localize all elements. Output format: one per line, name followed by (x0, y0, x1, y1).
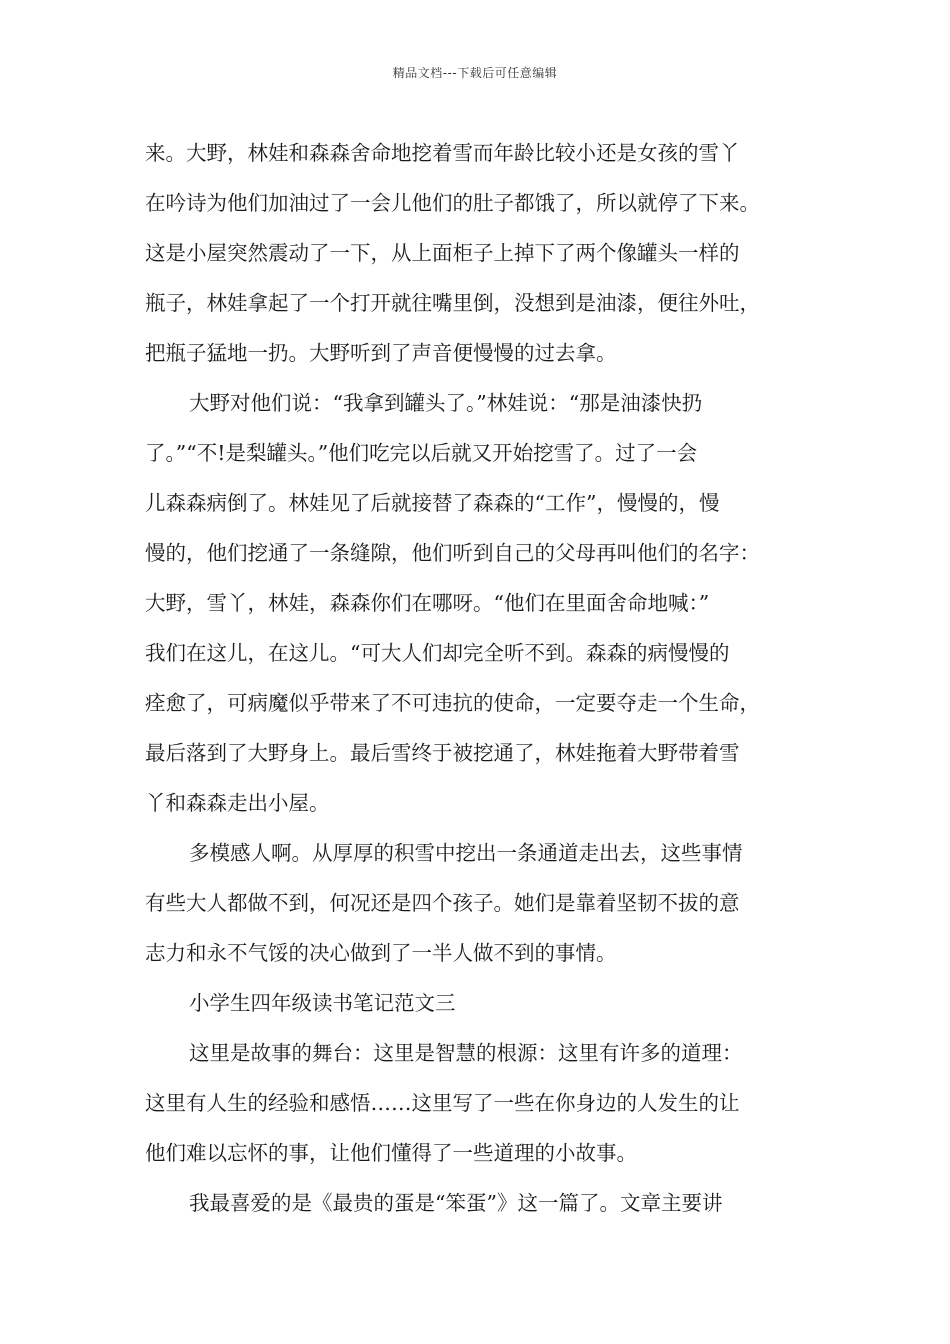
text-line: 来。大野，林娃和森森舍命地挖着雪而年龄比较小还是女孩的雪丫 (145, 141, 740, 165)
text-line: 他们难以忘怀的事，让他们懂得了一些道理的小故事。 (145, 1141, 637, 1165)
text-line: 我们在这儿，在这儿。“可大人们却完全听不到。森森的病慢慢的 (145, 641, 730, 665)
text-line: 儿森森病倒了。林娃见了后就接替了森森的“工作”，慢慢的，慢 (145, 491, 720, 515)
text-line: 这是小屋突然震动了一下，从上面柜子上掉下了两个像罐头一样的 (145, 241, 740, 265)
section-heading: 小学生四年级读书笔记范文三 (189, 991, 456, 1015)
text-line: 瓶子，林娃拿起了一个打开就往嘴里倒，没想到是油漆，便往外吐， (145, 291, 760, 315)
text-line: 最后落到了大野身上。最后雪终于被挖通了，林娃拖着大野带着雪 (145, 741, 740, 765)
page-header: 精品文档---下载后可任意编辑 (392, 66, 558, 80)
text-line: 了。”“不!是梨罐头。”他们吃完以后就又开始挖雪了。过了一会 (145, 441, 698, 465)
text-line: 我最喜爱的是《最贵的蛋是“笨蛋”》这一篇了。文章主要讲 (189, 1191, 723, 1215)
text-line: 大野对他们说：“我拿到罐头了。”林娃说：“那是油漆快扔 (189, 391, 703, 415)
text-line: 丫和森森走出小屋。 (145, 791, 330, 815)
text-line: 这里有人生的经验和感悟……这里写了一些在你身边的人发生的让 (145, 1091, 740, 1115)
text-line: 痊愈了，可病魔似乎带来了不可违抗的使命，一定要夺走一个生命， (145, 691, 760, 715)
text-line: 把瓶子猛地一扔。大野听到了声音便慢慢的过去拿。 (145, 341, 617, 365)
text-line: 多模感人啊。从厚厚的积雪中挖出一条通道走出去，这些事情 (189, 841, 743, 865)
body-text (145, 128, 825, 1228)
text-line: 有些大人都做不到，何况还是四个孩子。她们是靠着坚韧不拔的意 (145, 891, 740, 915)
text-line: 这里是故事的舞台：这里是智慧的根源：这里有许多的道理： (189, 1041, 743, 1065)
text-line: 在吟诗为他们加油过了一会儿他们的肚子都饿了，所以就停了下来。 (145, 191, 760, 215)
text-line: 志力和永不气馁的决心做到了一半人做不到的事情。 (145, 941, 617, 965)
text-line: 慢的，他们挖通了一条缝隙，他们听到自己的父母再叫他们的名字： (145, 541, 760, 565)
text-line: 大野，雪丫，林娃，森森你们在哪呀。“他们在里面舍命地喊：” (145, 591, 710, 615)
